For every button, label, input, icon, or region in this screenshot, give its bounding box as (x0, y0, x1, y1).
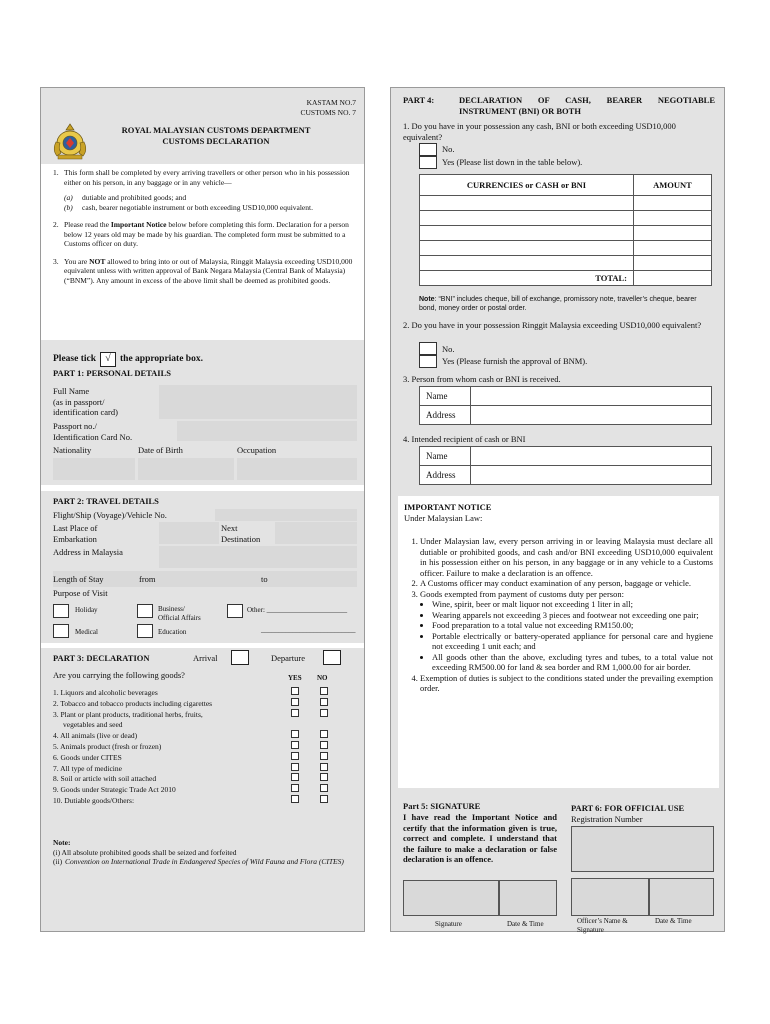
goods-item: 7. All type of medicine (53, 763, 122, 773)
amount-col-header: AMOUNT (634, 175, 712, 196)
amount-cell[interactable] (634, 256, 712, 271)
notice-item-3: 3. Goods exempted from payment of customs duty per person: • Wine, spirit, beer or malt liquor not exceeding 1 liter in all; • Wearing apparels not exceeding 3 pieces and footwear not exceeding one pair; • Food preparation to a total value not exceeding RM150.00; • Portable electrically or battery-operated appliance for personal care and hygiene not exceeding 1 unit each; and • All goods other than the above, excluding tyres and tubes, to a total value not exceeding RM500.00 for land & sea border and RM 1,000.00 for air border. (420, 589, 713, 673)
goods-item: 3. Plant or plant products, traditional herbs, fruits, (53, 709, 203, 719)
registration-label: Registration Number (571, 814, 643, 824)
flight-field[interactable] (215, 509, 357, 521)
amount-cell[interactable] (634, 196, 712, 211)
goods-no-checkbox[interactable] (320, 795, 328, 803)
notice-bullet-1: • Wine, spirit, beer or malt liquor not exceeding 1 liter in all; (432, 599, 713, 610)
part4-title: PART 4: DECLARATION OF CASH, BEARER NEGOTIABLE INSTRUMENT (BNI) OR BOTH (403, 95, 715, 116)
business-checkbox[interactable] (137, 604, 153, 618)
currency-cell[interactable] (420, 241, 634, 256)
occupation-field[interactable] (237, 458, 357, 480)
full-name-field[interactable] (159, 385, 357, 419)
education-checkbox[interactable] (137, 624, 153, 638)
q1-no-label: No. (442, 144, 455, 154)
part3-title: PART 3: DECLARATION (53, 653, 150, 663)
notice-item-4: 4. Exemption of duties is subject to the conditions stated under the prevailing exemption order. (420, 673, 713, 694)
goods-item: 2. Tobacco and tobacco products including cigarettes (53, 698, 213, 708)
flight-label: Flight/Ship (Voyage)/Vehicle No. (53, 510, 167, 520)
goods-yes-checkbox[interactable] (291, 784, 299, 792)
form-code: KASTAM NO.7 CUSTOMS NO. 7 (300, 98, 356, 117)
sender-table (419, 386, 712, 425)
sender-address-label: Address (420, 406, 471, 425)
goods-yes-checkbox[interactable] (291, 795, 299, 803)
q1-yes-label: Yes (Please list down in the table below). (442, 157, 583, 167)
goods-no-checkbox[interactable] (320, 709, 328, 717)
from-label: from (139, 574, 156, 584)
q2-yes-label: Yes (Please furnish the approval of BNM). (442, 356, 588, 366)
goods-yes-checkbox[interactable] (291, 763, 299, 771)
goods-item: 10. Dutiable goods/Others: (53, 796, 135, 805)
goods-yes-checkbox[interactable] (291, 752, 299, 760)
medical-label: Medical (75, 628, 98, 636)
recipient-name-field[interactable] (471, 447, 712, 466)
sender-name-field[interactable] (471, 387, 712, 406)
part5-title: Part 5: SIGNATURE (403, 801, 481, 811)
goods-yes-checkbox[interactable] (291, 741, 299, 749)
officer-date-label: Date & Time (655, 917, 692, 925)
last-place-label: Last Place of Embarkation (53, 523, 98, 544)
intro-item-1b: (b) cash, bearer negotiable instrument or both exceeding USD10,000 equivalent. (64, 202, 313, 212)
separator-2 (41, 643, 364, 648)
goods-item: 4. All animals (live or dead) (53, 731, 138, 741)
other-checkbox[interactable] (227, 604, 243, 618)
q2-yes-checkbox[interactable] (419, 355, 437, 368)
goods-yes-checkbox[interactable] (291, 687, 299, 695)
q1-no-checkbox[interactable] (419, 143, 437, 156)
goods-no-checkbox[interactable] (320, 698, 328, 706)
recipient-address-field[interactable] (471, 466, 712, 485)
amount-cell[interactable] (634, 211, 712, 226)
full-name-label: Full Name (as in passport/ identification card) (53, 386, 118, 417)
part5-text: I have read the Important Notice and certify that the information given is true, correct and complete. I understand that the failure to make a declaration or false declaration is an offence. (403, 812, 557, 864)
next-destination-label: Next Destination (221, 523, 261, 544)
currency-cell[interactable] (420, 211, 634, 226)
next-destination-field[interactable] (275, 522, 357, 544)
recipient-address-label: Address (420, 466, 471, 485)
dob-field[interactable] (138, 458, 234, 480)
occupation-label: Occupation (237, 445, 277, 455)
q2-no-checkbox[interactable] (419, 342, 437, 355)
holiday-checkbox[interactable] (53, 604, 69, 618)
address-label: Address in Malaysia (53, 547, 123, 557)
from-field[interactable] (173, 571, 253, 585)
address-field[interactable] (159, 546, 357, 568)
tick-instruction: Please tick √ the appropriate box. (53, 352, 203, 367)
registration-box[interactable] (571, 826, 714, 872)
signature-date-label: Date & Time (507, 920, 544, 928)
officer-label: Officer’s Name & Signature (577, 917, 628, 934)
length-stay-label: Length of Stay (53, 574, 104, 584)
purpose-label: Purpose of Visit (53, 588, 108, 598)
goods-yes-checkbox[interactable] (291, 773, 299, 781)
notice-bullet-5: • All goods other than the above, excluding tyres and tubes, to a total value not exceeding RM500.00 for land & sea border and RM 1,000.00 for air border. (432, 652, 713, 673)
departure-checkbox[interactable] (323, 650, 341, 665)
intro-box (41, 164, 364, 340)
notice-item-1: 1. Under Malaysian law, every person arriving in or leaving Malaysia must declare all dutiable or prohibited goods, and cash and/or BNI exceeding USD10,000 equivalent in his possession either on his person, in any baggage or in any vehicle to a Customs officer. Failure to make a declaration is an offence. (420, 536, 713, 578)
medical-checkbox[interactable] (53, 624, 69, 638)
signature-datetime-box[interactable] (499, 880, 557, 916)
arrival-label: Arrival (193, 653, 218, 663)
total-label: TOTAL: (420, 271, 634, 286)
part2-title: PART 2: TRAVEL DETAILS (53, 496, 159, 506)
signature-label: Signature (435, 920, 462, 928)
passport-field[interactable] (177, 421, 357, 441)
tick-mark-box: √ (100, 352, 116, 367)
passport-label: Passport no./ Identification Card No. (53, 421, 133, 442)
part4-q2: 2. Do you have in your possession Ringgit Malaysia exceeding USD10,000 equivalent? (403, 320, 702, 330)
goods-item: 8. Soil or article with soil attached (53, 774, 157, 784)
currency-cell[interactable] (420, 256, 634, 271)
departure-label: Departure (271, 653, 305, 663)
part4-q3: 3. Person from whom cash or BNI is received. (403, 374, 561, 384)
goods-item: 6. Goods under CITES (53, 752, 122, 762)
total-cell[interactable] (634, 271, 712, 286)
signature-box[interactable] (403, 880, 499, 916)
amount-cell[interactable] (634, 226, 712, 241)
goods-item: 1. Liquors and alcoholic beverages (53, 688, 158, 697)
part1-title: PART 1: PERSONAL DETAILS (53, 368, 172, 378)
part3-note: Note: (i) All absolute prohibited goods shall be seized and forfeited (ii) Convention on International Trade in Endangered Species of Wild Fauna and Flora (CITES) (53, 838, 344, 866)
notice-bullet-3: • Food preparation to a total value not exceeding RM150.00; (432, 620, 713, 631)
currency-table (419, 174, 712, 286)
officer-box[interactable] (571, 878, 649, 916)
goods-yes-checkbox[interactable] (291, 730, 299, 738)
goods-no-checkbox[interactable] (320, 730, 328, 738)
goods-no-checkbox[interactable] (320, 763, 328, 771)
business-label: Business/ Official Affairs (158, 605, 201, 622)
yes-header: YES (288, 674, 302, 682)
holiday-label: Holiday (75, 606, 98, 614)
goods-no-checkbox[interactable] (320, 741, 328, 749)
separator (41, 485, 364, 491)
currency-cell[interactable] (420, 196, 634, 211)
sender-address-field[interactable] (471, 406, 712, 425)
amount-cell[interactable] (634, 241, 712, 256)
part4-q1: 1. Do you have in your possession any cash, BNI or both exceeding USD10,000 equivalent? (403, 121, 676, 142)
goods-yes-checkbox[interactable] (291, 709, 299, 717)
intro-item-1: 1. This form shall be completed by every arriving travellers or other person who in his possession either on his person, in any baggage or in any vehicle— (53, 168, 350, 187)
notice-bullet-4: • Portable electrically or battery-operated appliance for personal care and hygiene not exceeding 1 unit each; and (432, 631, 713, 652)
part6-title: PART 6: FOR OFFICIAL USE (571, 803, 685, 813)
goods-question: Are you carrying the following goods? (53, 670, 185, 680)
nationality-label: Nationality (53, 445, 92, 455)
intro-item-3: 3. You are NOT allowed to bring into or out of Malaysia, Ringgit Malaysia exceeding USD10,000 equivalent unless with written approval of Bank Negara Malaysia (Central Bank of Malaysia) (“BNM”). Any amount in excess of the above limit shall be deemed as prohibited goods. (53, 256, 353, 285)
other-label: Other: _______________________ (247, 606, 348, 614)
recipient-name-label: Name (420, 447, 471, 466)
goods-no-checkbox[interactable] (320, 752, 328, 760)
recipient-table (419, 446, 712, 485)
bni-note: Note: “BNI” includes cheque, bill of exchange, promissory note, traveller’s cheque, bearer bond, money order or postal order. (419, 296, 697, 312)
goods-item: vegetables and seed (63, 720, 123, 730)
part4-q4: 4. Intended recipient of cash or BNI (403, 434, 526, 444)
q2-no-label: No. (442, 344, 455, 354)
education-label: Education (158, 628, 187, 636)
notice-item-2: 2. A Customs officer may conduct examination of any person, baggage or vehicle. (420, 578, 713, 589)
left-panel (40, 87, 365, 932)
dob-label: Date of Birth (138, 445, 183, 455)
goods-no-checkbox[interactable] (320, 773, 328, 781)
currency-cell[interactable] (420, 226, 634, 241)
officer-datetime-box[interactable] (649, 878, 714, 916)
intro-item-1a: (a) dutiable and prohibited goods; and (64, 193, 187, 202)
other-line: ___________________________ (261, 626, 356, 634)
sender-name-label: Name (420, 387, 471, 406)
important-notice: IMPORTANT NOTICE Under Malaysian Law: 1. Under Malaysian law, every person arriving in or leaving Malaysia must declare all dutiable or prohibited goods, and cash and/or BNI exceeding USD10,000 equivalent in his possession either on his person, in any baggage or in any vehicle to a Customs officer. Failure to make a declaration is an offence. 2. A Customs officer may conduct examination of any person, baggage or vehicle. 3. Goods exempted from payment of customs duty per person: • Wine, spirit, beer or malt liquor not exceeding 1 liter in all; • Wearing apparels not exceeding 3 pieces and footwear not exceeding one pair; • Food preparation to a total value not exceeding RM150.00; • Portable electrically or battery-operated appliance for personal care and hygiene not exceeding 1 unit each; and • All goods other than the above, excluding tyres and tubes, to a total value not exceeding RM500.00 for land & sea border and RM 1,000.00 for air border. 4. Exemption of duties is subject to the conditions stated under the prevailing exemption order. (398, 496, 719, 788)
currency-col-header: CURRENCIES or CASH or BNI (420, 175, 634, 196)
goods-item: 9. Goods under Strategic Trade Act 2010 (53, 785, 176, 795)
goods-no-checkbox[interactable] (320, 687, 328, 695)
nationality-field[interactable] (53, 458, 135, 480)
notice-bullet-2: • Wearing apparels not exceeding 3 pieces and footwear not exceeding one pair; (432, 610, 713, 621)
to-label: to (261, 574, 268, 584)
no-header: NO (317, 674, 328, 682)
right-panel (390, 87, 725, 932)
arrival-checkbox[interactable] (231, 650, 249, 665)
goods-item: 5. Animals product (fresh or frozen) (53, 742, 162, 751)
intro-item-2: 2. Please read the Important Notice below before completing this form. Declaration for a person below 12 years old may be made by his guardian. The completed form must be submitted to a Customs officer on duty. (53, 220, 349, 248)
org-title: ROYAL MALAYSIAN CUSTOMS DEPARTMENT CUSTOMS DECLARATION (121, 125, 311, 146)
to-field[interactable] (275, 571, 357, 585)
goods-no-checkbox[interactable] (320, 784, 328, 792)
last-place-field[interactable] (159, 522, 219, 544)
goods-yes-checkbox[interactable] (291, 698, 299, 706)
q1-yes-checkbox[interactable] (419, 156, 437, 169)
